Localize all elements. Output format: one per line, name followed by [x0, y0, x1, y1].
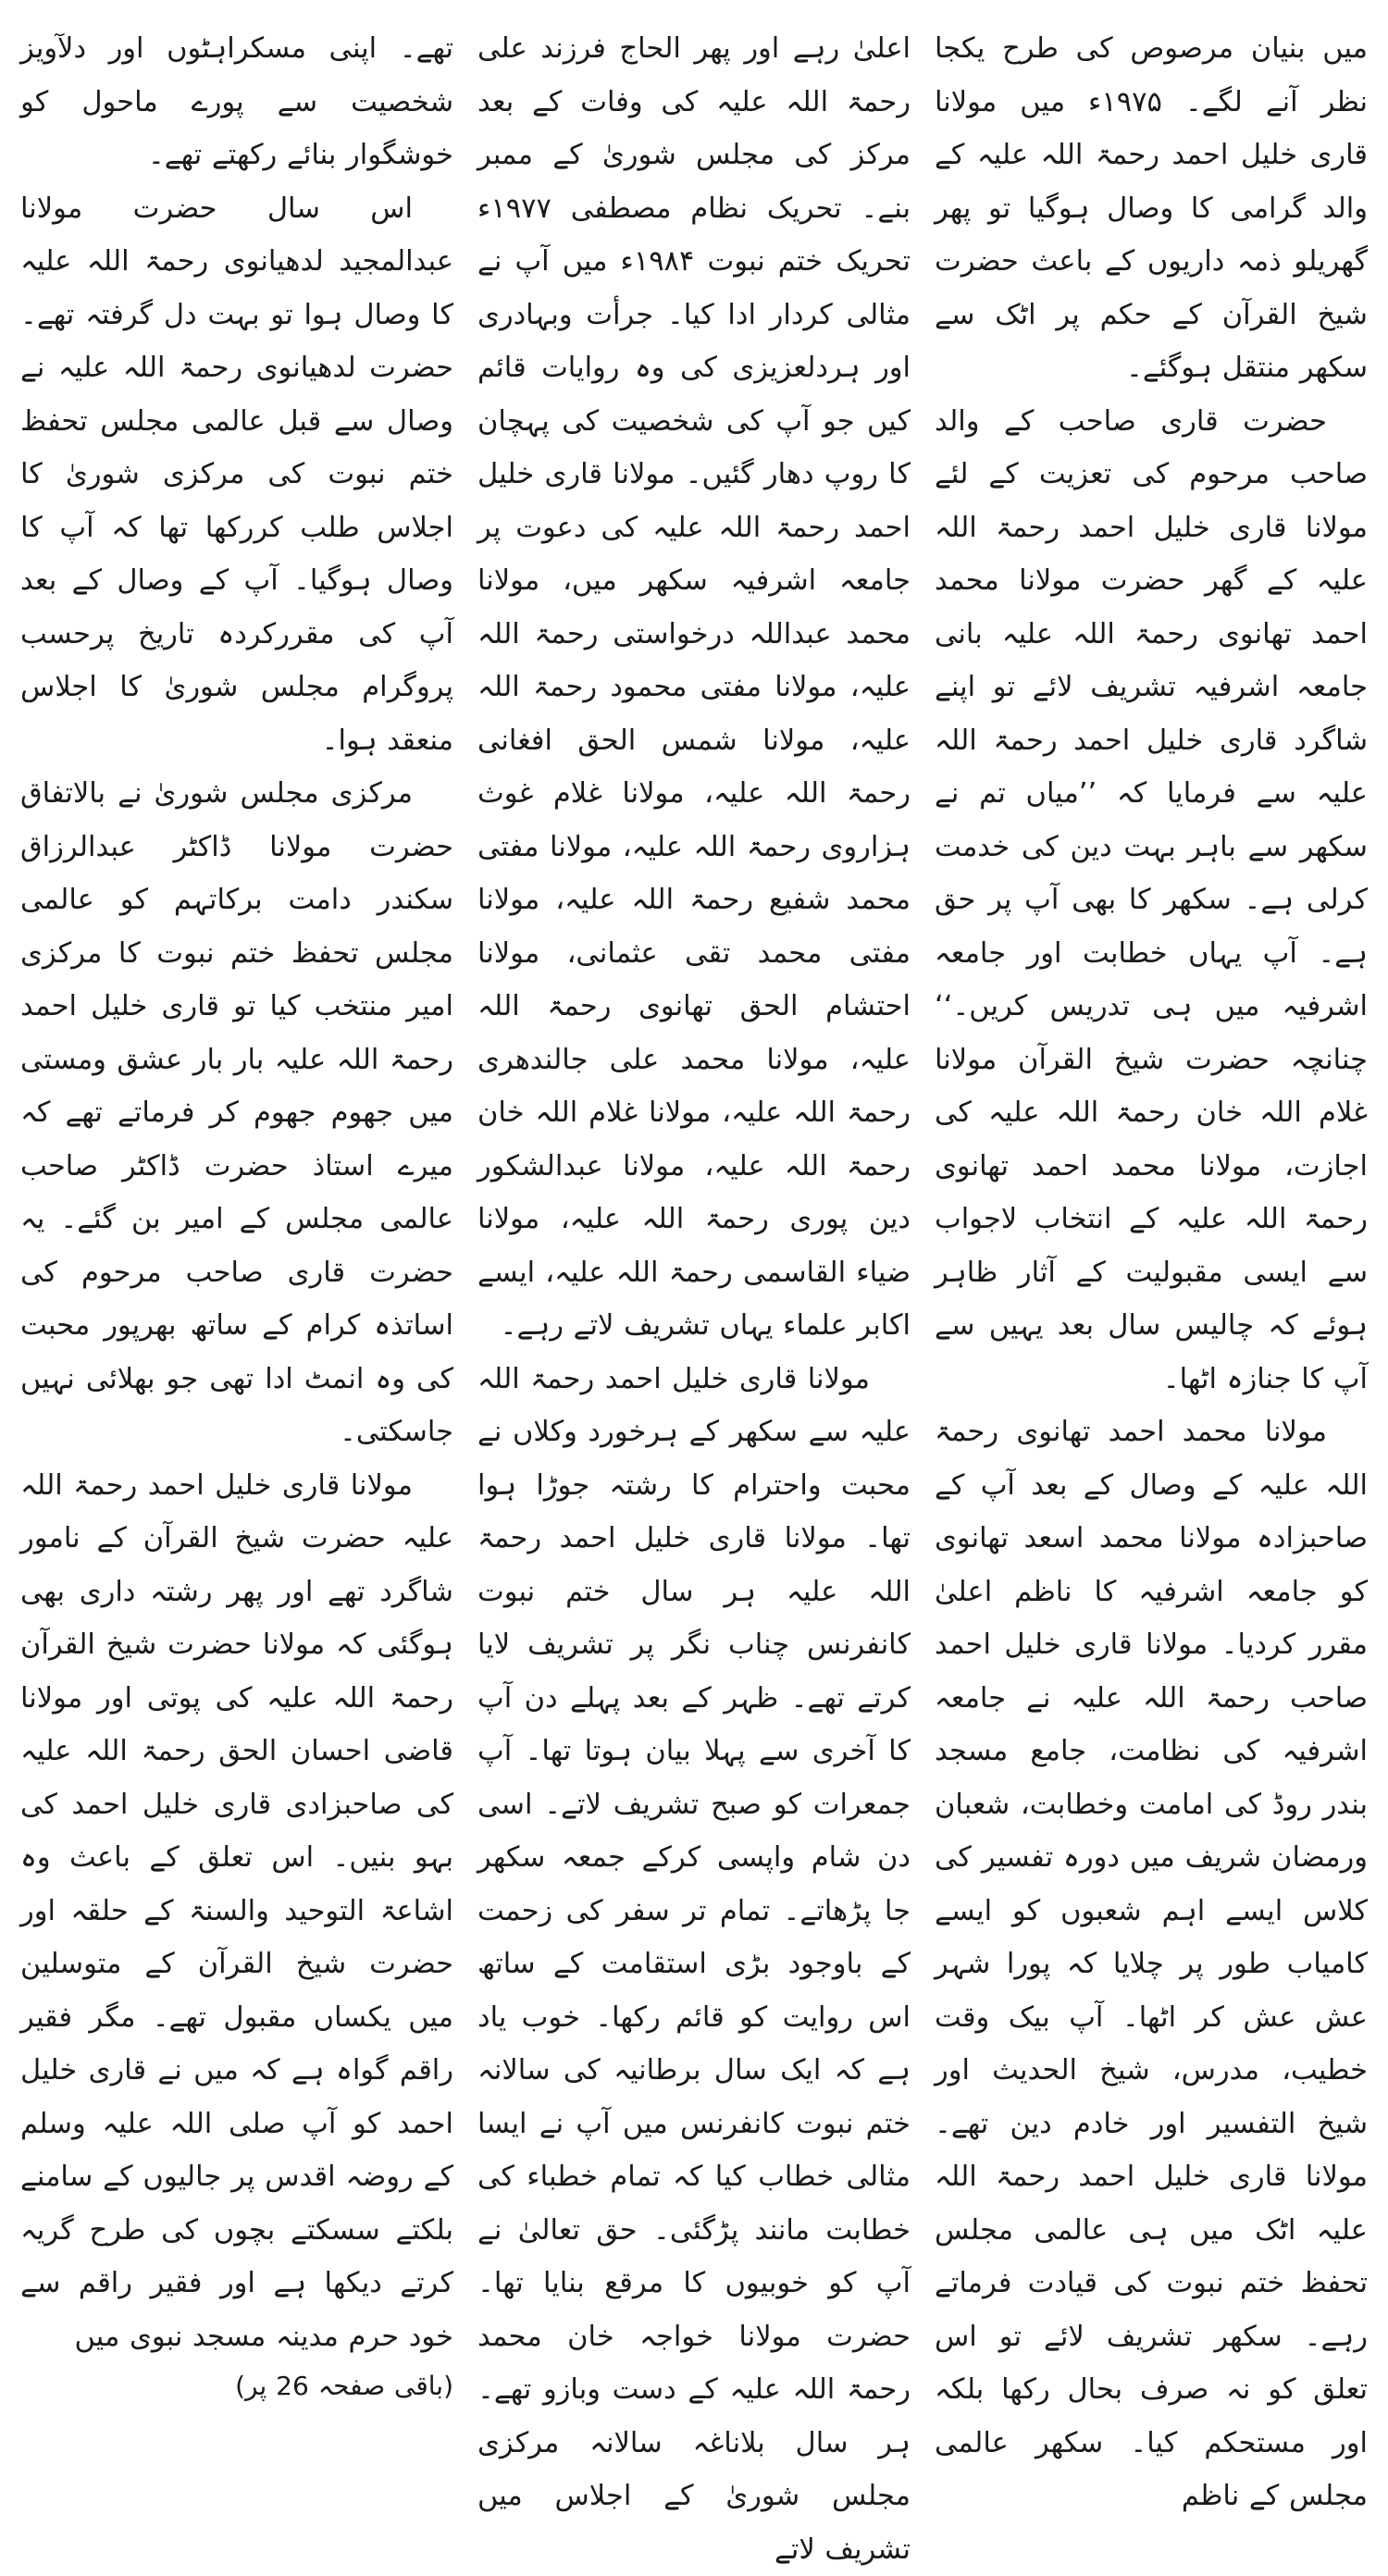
paragraph: تھے۔ اپنی مسکراہٹوں اور دلآویز شخصیت سے پورے ماحول کو خوشگوار بنائے رکھتے تھے۔	[20, 22, 453, 182]
paragraph: حضرت قاری صاحب کے والد صاحب مرحوم کی تعزیت کے لئے مولانا قاری خلیل احمد رحمۃ اللہ علیہ کے گھر حضرت مولانا محمد احمد تھانوی رحمۃ اللہ علیہ بانی جامعہ اشرفیہ تشریف لائے تو اپنے شاگرد قاری خلیل احمد رحمۃ اللہ علیہ سے فرمایا کہ ’’میاں تم نے سکھر سے باہر بہت دین کی خدمت کرلی ہے۔ سکھر کا بھی آپ پر حق ہے۔ آپ یہاں خطابت اور جامعہ اشرفیہ میں ہی تدریس کریں۔‘‘ چنانچہ حضرت شیخ القرآن مولانا غلام اللہ خان رحمۃ اللہ علیہ کی اجازت، مولانا محمد احمد تھانوی رحمۃ اللہ علیہ کے انتخاب لاجواب سے ایسی مقبولیت کے آثار ظاہر ہوئے کہ چالیس سال بعد یہیں سے آپ کا جنازہ اٹھا۔	[935, 395, 1368, 1406]
paragraph: مولانا محمد احمد تھانوی رحمۃ اللہ علیہ کے وصال کے بعد آپ کے صاحبزادہ مولانا محمد اسعد تھانوی کو جامعہ اشرفیہ کا ناظم اعلیٰ مقرر کردیا۔ مولانا قاری خلیل احمد صاحب رحمۃ اللہ علیہ نے جامعہ اشرفیہ کی نظامت، جامع مسجد بندر روڈ کی امامت وخطابت، شعبان ورمضان شریف میں دورہ تفسیر کی کلاس ایسے اہم شعبوں کو ایسے کامیاب طور پر چلایا کہ پورا شہر عش عش کر اٹھا۔ آپ بیک وقت خطیب، مدرس، شیخ الحدیث اور شیخ التفسیر اور خادم دین تھے۔ مولانا قاری خلیل احمد رحمۃ اللہ علیہ اٹک میں ہی عالمی مجلس تحفظ ختم نبوت کی قیادت فرماتے رہے۔ سکھر تشریف لائے تو اس تعلق کو نہ صرف بحال رکھا بلکہ اور مستحکم کیا۔ سکھر عالمی مجلس کے ناظم	[935, 1406, 1368, 2523]
paragraph: اعلیٰ رہے اور پھر الحاج فرزند علی رحمۃ اللہ علیہ کی وفات کے بعد مرکز کی مجلس شوریٰ کے ممبر بنے۔ تحریک نظام مصطفی ۱۹۷۷ء تحریک ختم نبوت ۱۹۸۴ء میں آپ نے مثالی کردار ادا کیا۔ جرأت وبہادری اور ہردلعزیزی کی وہ روایات قائم کیں جو آپ کی شخصیت کی پہچان کا روپ دھار گئیں۔ مولانا قاری خلیل احمد رحمۃ اللہ علیہ کی دعوت پر جامعہ اشرفیہ سکھر میں، مولانا محمد عبداللہ درخواستی رحمۃ اللہ علیہ، مولانا مفتی محمود رحمۃ اللہ علیہ، مولانا شمس الحق افغانی رحمۃ اللہ علیہ، مولانا غلام غوث ہزاروی رحمۃ اللہ علیہ، مولانا مفتی محمد شفیع رحمۃ اللہ علیہ، مولانا مفتی محمد تقی عثمانی، مولانا احتشام الحق تھانوی رحمۃ اللہ علیہ، مولانا محمد علی جالندھری رحمۃ اللہ علیہ، مولانا غلام اللہ خان رحمۃ اللہ علیہ، مولانا عبدالشکور دین پوری رحمۃ اللہ علیہ، مولانا ضیاء القاسمی رحمۃ اللہ علیہ، ایسے اکابر علماء یہاں تشریف لاتے رہے۔	[477, 22, 911, 1353]
text-column-middle	[477, 22, 911, 2017]
text-column-left	[20, 22, 453, 2017]
paragraph: اس سال حضرت مولانا عبدالمجید لدھیانوی رحمۃ اللہ علیہ کا وصال ہوا تو بہت دل گرفتہ تھے۔ حضرت لدھیانوی رحمۃ اللہ علیہ نے وصال سے قبل عالمی مجلس تحفظ ختم نبوت کی مرکزی شوریٰ کا اجلاس طلب کررکھا تھا کہ آپ کا وصال ہوگیا۔ آپ کے وصال کے بعد آپ کی مقررکردہ تاریخ پرحسب پروگرام مجلس شوریٰ کا اجلاس منعقد ہوا۔	[20, 182, 453, 768]
paragraph: مولانا قاری خلیل احمد رحمۃ اللہ علیہ حضرت شیخ القرآن کے نامور شاگرد تھے اور پھر رشتہ داری بھی ہوگئی کہ مولانا حضرت شیخ القرآن رحمۃ اللہ علیہ کی پوتی اور مولانا قاضی احسان الحق رحمۃ اللہ علیہ کی صاحبزادی قاری خلیل احمد کی بہو بنیں۔ اس تعلق کے باعث وہ اشاعۃ التوحید والسنۃ کے حلقہ اور حضرت شیخ القرآن کے متوسلین میں یکساں مقبول تھے۔ مگر فقیر راقم گواہ ہے کہ میں نے قاری خلیل احمد کو آپ صلی اللہ علیہ وسلم کے روضہ اقدس پر جالیوں کے سامنے بلکتے سسکتے بچوں کی طرح گریہ کرتے دیکھا ہے اور فقیر راقم سے خود حرم مدینہ مسجد نبوی میں	[20, 1459, 453, 2364]
continuation-note: (باقی صفحہ 26 پر)	[20, 2363, 453, 2409]
text-column-right	[935, 22, 1368, 2017]
paragraph: مولانا قاری خلیل احمد رحمۃ اللہ علیہ سے سکھر کے ہرخورد وکلاں نے محبت واحترام کا رشتہ جوڑا ہوا تھا۔ مولانا قاری خلیل احمد رحمۃ اللہ علیہ ہر سال ختم نبوت کانفرنس چناب نگر پر تشریف لایا کرتے تھے۔ ظہر کے بعد پہلے دن آپ کا آخری سے پہلا بیان ہوتا تھا۔ آپ جمعرات کو صبح تشریف لاتے۔ اسی دن شام واپسی کرکے جمعہ سکھر جا پڑھاتے۔ تمام تر سفر کی زحمت کے باوجود بڑی استقامت کے ساتھ اس روایت کو قائم رکھا۔ خوب یاد ہے کہ ایک سال برطانیہ کی سالانہ ختم نبوت کانفرنس میں آپ نے ایسا مثالی خطاب کیا کہ تمام خطباء کی خطابت مانند پڑگئی۔ حق تعالیٰ نے آپ کو خوبیوں کا مرقع بنایا تھا۔ حضرت مولانا خواجہ خان محمد رحمۃ اللہ علیہ کے دست وبازو تھے۔ ہر سال بلاناغہ سالانہ مرکزی مجلس شوریٰ کے اجلاس میں تشریف لاتے	[477, 1353, 911, 2576]
paragraph: میں بنیان مرصوص کی طرح یکجا نظر آنے لگے۔ ۱۹۷۵ء میں مولانا قاری خلیل احمد رحمۃ اللہ علیہ کے والد گرامی کا وصال ہوگیا تو پھر گھریلو ذمہ داریوں کے باعث حضرت شیخ القرآن کے حکم پر اٹک سے سکھر منتقل ہوگئے۔	[935, 22, 1368, 395]
paragraph: مرکزی مجلس شوریٰ نے بالاتفاق حضرت مولانا ڈاکٹر عبدالرزاق سکندر دامت برکاتہم کو عالمی مجلس تحفظ ختم نبوت کا مرکزی امیر منتخب کیا تو قاری خلیل احمد رحمۃ اللہ علیہ بار بار عشق ومستی میں جھوم جھوم کر فرماتے تھے کہ میرے استاذ حضرت ڈاکٹر صاحب عالمی مجلس کے امیر بن گئے۔ یہ حضرت قاری صاحب مرحوم کی اساتذہ کرام کے ساتھ بھرپور محبت کی وہ انمٹ ادا تھی جو بھلائی نہیں جاسکتی۔	[20, 767, 453, 1459]
